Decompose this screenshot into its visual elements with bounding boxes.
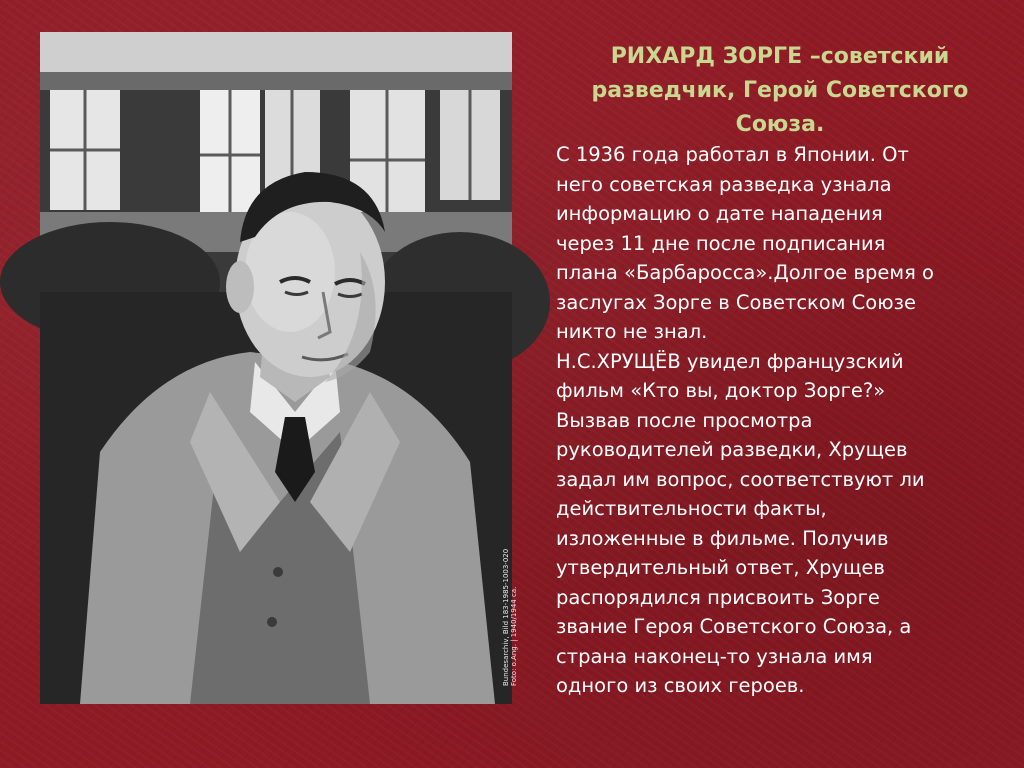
body-line: утвердительный ответ, Хрущев [556, 556, 885, 579]
body-line: Н.С.ХРУЩЁВ увидел французский [556, 349, 904, 373]
title-line: РИХАРД ЗОРГЕ –советский [610, 44, 950, 69]
body-line: через 11 дне после подписания [556, 231, 886, 255]
photo-caption-line2: Foto: o.Ang. | 1940/1944 ca. [510, 586, 518, 686]
body-line: страна наконец-то узнала имя [556, 644, 873, 668]
slide-body-text [556, 140, 1016, 701]
body-line: звание Героя Советского Союза, а [556, 615, 912, 638]
slide-title [545, 40, 1015, 142]
body-line: информацию о дате нападения [556, 202, 883, 225]
body-line: задал им вопрос, соответствуют ли [556, 467, 925, 491]
body-line: плана «Барбаросса».Долгое время о [556, 261, 934, 284]
body-line: фильм «Кто вы, доктор Зорге?» [556, 379, 886, 402]
body-line: него советская разведка узнала [556, 172, 892, 196]
portrait-photo [40, 32, 518, 704]
body-line: руководителей разведки, Хрущев [556, 438, 908, 461]
title-line: разведчик, Герой Советского [591, 78, 969, 103]
body-line: одного из своих героев. [556, 674, 805, 697]
body-line: изложенные в фильме. Получив [556, 526, 889, 550]
portrait-photo-image [40, 32, 512, 704]
body-line: распорядился присвоить Зорге [556, 585, 880, 609]
title-line: Союза. [735, 112, 825, 137]
body-line: С 1936 года работал в Японии. От [556, 143, 909, 166]
body-line: действительности факты, [556, 497, 827, 520]
body-line: заслугах Зорге в Советском Союзе [556, 290, 916, 314]
photo-caption [496, 496, 518, 686]
body-line: никто не знал. [556, 320, 708, 343]
photo-caption-line1: Bundesarchiv, Bild 183-1985-1003-020 [502, 548, 510, 686]
body-line: Вызвав после просмотра [556, 408, 813, 432]
